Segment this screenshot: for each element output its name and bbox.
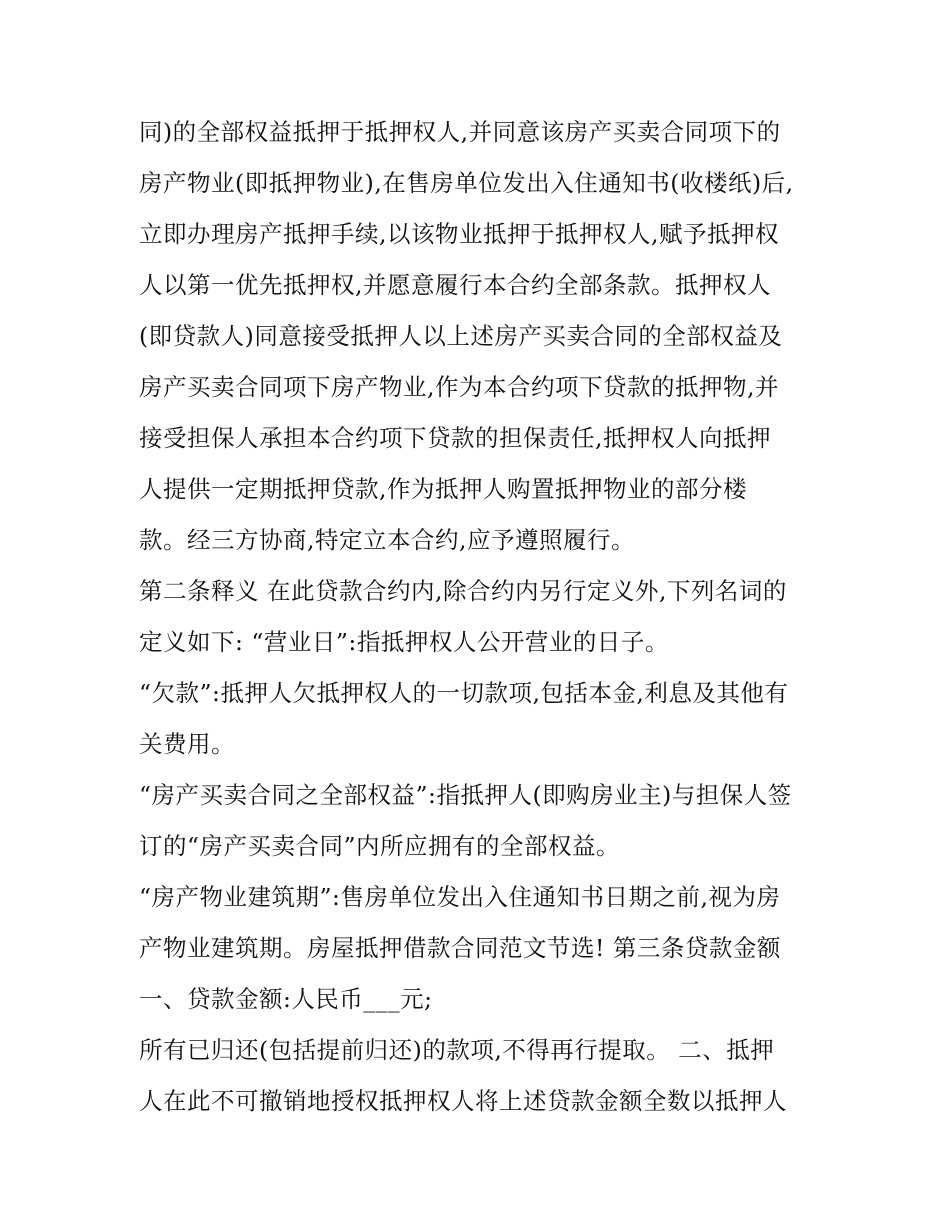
- text-line: 款。经三方协商,特定立本合约,应予遵照履行。: [139, 526, 635, 554]
- text-line: (即贷款人)同意接受抵押人以上述房产买卖合同的全部权益及: [139, 322, 783, 350]
- text-line: 产物业建筑期。房屋抵押借款合同范文节选! 第三条贷款金额: [139, 934, 781, 962]
- text-line: 房产买卖合同项下房产物业,作为本合约项下贷款的抵押物,并: [139, 373, 779, 401]
- loan-amount-line: 一、贷款金额:人民币___元;: [139, 985, 433, 1013]
- text-line: 人提供一定期抵押贷款,作为抵押人购置抵押物业的部分楼: [139, 475, 747, 503]
- article-2-heading-line: 第二条释义 在此贷款合约内,除合约内另行定义外,下列名词的: [139, 577, 787, 605]
- text-line: 所有已归还(包括提前归还)的款项,不得再行提取。 二、抵押: [139, 1036, 775, 1064]
- text-line: 接受担保人承担本合约项下贷款的担保责任,抵押权人向抵押: [139, 424, 771, 452]
- text-line: 定义如下: “营业日”:指抵押权人公开营业的日子。: [139, 628, 669, 656]
- document-body: [139, 107, 829, 1127]
- text-line: 关费用。: [139, 730, 235, 758]
- definition-construction-period: “房产物业建筑期”:售房单位发出入住通知书日期之前,视为房: [139, 883, 781, 911]
- text-line: 同)的全部权益抵押于抵押权人,并同意该房产买卖合同项下的: [139, 118, 781, 146]
- definition-contract-rights: “房产买卖合同之全部权益”:指抵押人(即购房业主)与担保人签: [139, 781, 792, 809]
- text-line: 立即办理房产抵押手续,以该物业抵押于抵押权人,赋予抵押权: [139, 220, 779, 248]
- text-line: 房产物业(即抵押物业),在售房单位发出入住通知书(收楼纸)后,: [139, 169, 794, 197]
- definition-debt: “欠款”:抵押人欠抵押权人的一切款项,包括本金,利息及其他有: [139, 679, 789, 707]
- text-line: 人以第一优先抵押权,并愿意履行本合约全部条款。抵押权人: [139, 271, 771, 299]
- text-line: 人在此不可撤销地授权抵押权人将上述贷款金额全数以抵押人: [139, 1087, 787, 1115]
- text-line: 订的“房产买卖合同”内所应拥有的全部权益。: [139, 832, 621, 860]
